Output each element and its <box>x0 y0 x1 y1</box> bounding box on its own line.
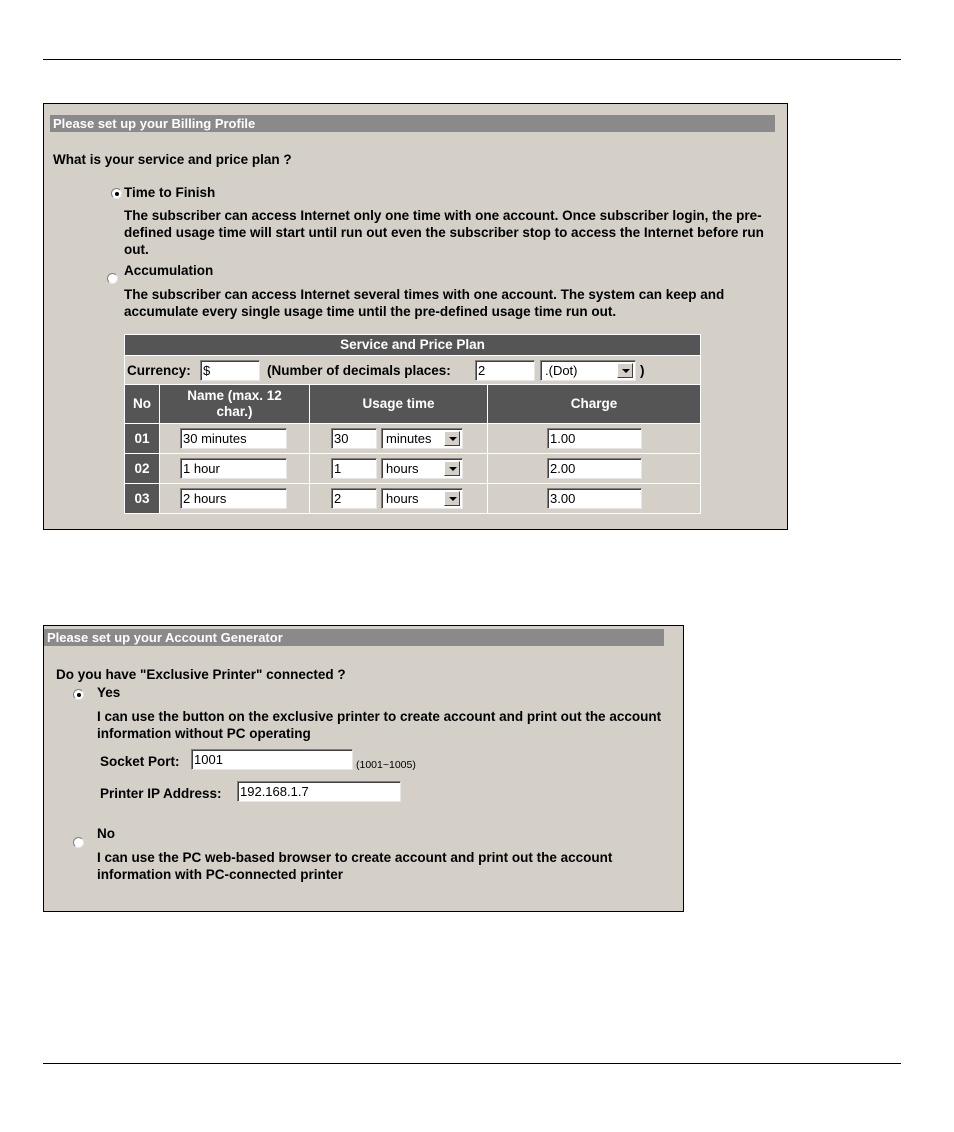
usage-unit-select[interactable] <box>381 488 463 509</box>
yes-radio[interactable] <box>73 689 84 700</box>
account-panel-title: Please set up your Account Generator <box>44 629 664 646</box>
row-charge-cell <box>488 484 700 513</box>
yes-description: I can use the button on the exclusive printer to create account and print out the account information without PC operating <box>97 709 662 741</box>
time-to-finish-radio[interactable] <box>111 188 122 199</box>
usage-unit-value: minutes <box>386 431 432 446</box>
billing-panel-title: Please set up your Billing Profile <box>50 115 775 132</box>
billing-profile-panel <box>43 103 788 530</box>
usage-amount-input[interactable] <box>331 428 377 449</box>
charge-input[interactable] <box>547 488 642 509</box>
usage-unit-select[interactable] <box>381 458 463 479</box>
time-to-finish-description: The subscriber can access Internet only one time with one account. Once subscriber login, the pre-defined usage time will start until run out even the subscriber stop to access the Internet before run out. <box>124 208 764 257</box>
decimals-label: (Number of decimals places: <box>267 363 451 378</box>
plan-name-input[interactable] <box>180 488 287 509</box>
row-name-cell <box>160 424 309 453</box>
bottom-rule <box>43 1063 901 1064</box>
socket-port-input[interactable] <box>191 749 353 770</box>
header-no: No <box>125 385 159 423</box>
row-name-cell <box>160 484 309 513</box>
accumulation-radio[interactable] <box>107 273 118 284</box>
decimal-separator-value: .(Dot) <box>545 363 578 378</box>
accumulation-description: The subscriber can access Internet several times with one account. The system can keep and accumulate every single usage time until the pre-defined usage time run out. <box>124 287 725 319</box>
usage-unit-value: hours <box>386 491 419 506</box>
printer-ip-label: Printer IP Address: <box>100 786 222 801</box>
socket-port-hint: (1001~1005) <box>356 759 416 771</box>
no-label: No <box>97 826 115 841</box>
plan-name-input[interactable] <box>180 458 287 479</box>
top-rule <box>43 59 901 60</box>
header-usage-time: Usage time <box>310 385 487 423</box>
service-price-table <box>124 334 701 514</box>
time-to-finish-label: Time to Finish <box>124 185 216 200</box>
row-usage-cell <box>310 484 487 513</box>
chevron-down-icon[interactable] <box>444 461 460 476</box>
printer-ip-input[interactable] <box>237 781 401 802</box>
account-generator-panel <box>43 625 684 912</box>
service-plan-question: What is your service and price plan ? <box>53 152 292 167</box>
plan-name-input[interactable] <box>180 428 287 449</box>
row-no: 01 <box>125 424 159 453</box>
header-name: Name (max. 12 char.) <box>160 385 309 423</box>
row-charge-cell <box>488 424 700 453</box>
socket-port-label: Socket Port: <box>100 754 180 769</box>
row-no: 03 <box>125 484 159 513</box>
no-radio[interactable] <box>73 837 84 848</box>
close-paren: ) <box>640 363 645 378</box>
decimal-separator-select[interactable] <box>540 360 636 381</box>
yes-label: Yes <box>97 685 121 700</box>
currency-row <box>125 356 700 384</box>
chevron-down-icon[interactable] <box>444 431 460 446</box>
row-name-cell <box>160 454 309 483</box>
decimals-input[interactable] <box>475 360 535 381</box>
row-usage-cell <box>310 424 487 453</box>
currency-input[interactable] <box>200 360 260 381</box>
accumulation-label: Accumulation <box>124 263 214 278</box>
chevron-down-icon[interactable] <box>444 491 460 506</box>
header-charge: Charge <box>488 385 700 423</box>
chevron-down-icon[interactable] <box>617 363 633 378</box>
usage-unit-value: hours <box>386 461 419 476</box>
usage-unit-select[interactable] <box>381 428 463 449</box>
service-price-plan-header: Service and Price Plan <box>125 335 700 355</box>
usage-amount-input[interactable] <box>331 488 377 509</box>
row-usage-cell <box>310 454 487 483</box>
exclusive-printer-question: Do you have "Exclusive Printer" connected ? <box>56 667 346 682</box>
usage-amount-input[interactable] <box>331 458 377 479</box>
currency-label: Currency: <box>127 363 191 378</box>
row-no: 02 <box>125 454 159 483</box>
charge-input[interactable] <box>547 428 642 449</box>
no-description: I can use the PC web-based browser to create account and print out the account information with PC-connected printer <box>97 850 613 882</box>
charge-input[interactable] <box>547 458 642 479</box>
row-charge-cell <box>488 454 700 483</box>
